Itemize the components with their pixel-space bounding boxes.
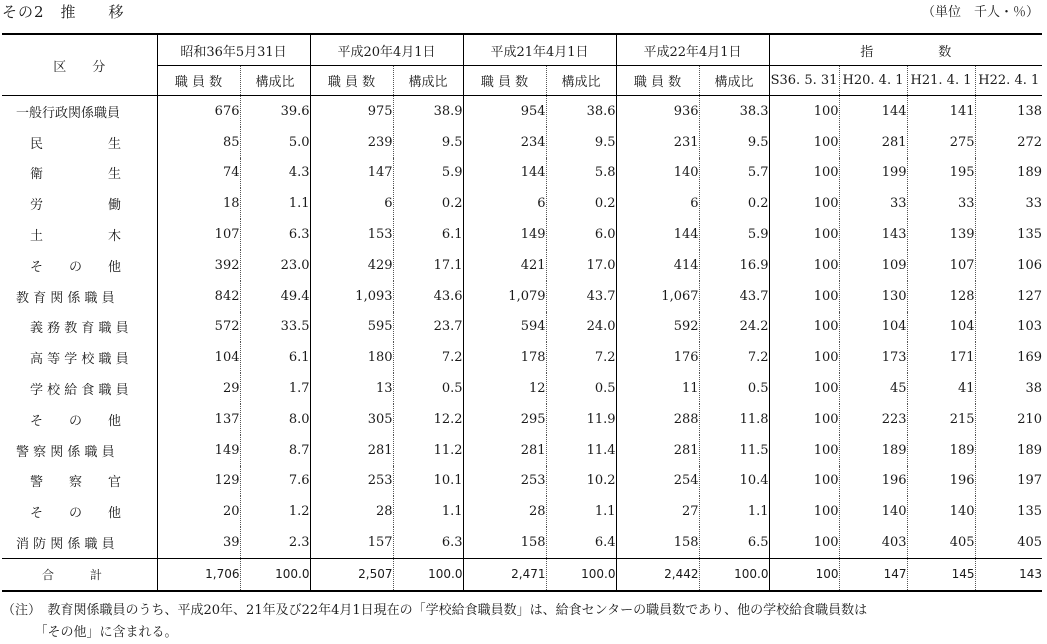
cell-value: 421	[463, 250, 546, 281]
cell-value: 6.1	[240, 342, 310, 373]
cell-value: 143	[975, 558, 1042, 590]
cell-value: 144	[616, 219, 699, 250]
cell-value: 33	[839, 188, 907, 219]
cell-value: 158	[616, 527, 699, 558]
col-header-ratio: 構成比	[393, 66, 463, 96]
col-header-staff-count: 職 員 数	[310, 66, 393, 96]
cell-value: 281	[839, 127, 907, 158]
cell-value: 6.4	[546, 527, 616, 558]
cell-value: 1,093	[310, 281, 393, 312]
cell-value: 234	[463, 127, 546, 158]
cell-value: 33	[907, 188, 975, 219]
cell-value: 0.5	[546, 373, 616, 404]
cell-value: 429	[310, 250, 393, 281]
row-label: そ の 他	[30, 259, 122, 275]
cell-value: 100	[769, 158, 839, 189]
cell-value: 199	[839, 158, 907, 189]
cell-value: 9.5	[546, 127, 616, 158]
table-row	[2, 219, 1042, 250]
cell-value: 10.2	[546, 466, 616, 497]
cell-value: 288	[616, 404, 699, 435]
cell-value: 405	[907, 527, 975, 558]
cell-value: 1.1	[240, 188, 310, 219]
row-label: そ の 他	[30, 506, 122, 522]
cell-value: 85	[157, 127, 240, 158]
cell-value: 592	[616, 312, 699, 343]
cell-value: 254	[616, 466, 699, 497]
table-row	[2, 466, 1042, 497]
cell-value: 5.7	[699, 158, 769, 189]
cell-value: 138	[975, 96, 1042, 127]
cell-value: 414	[616, 250, 699, 281]
cell-value: 100	[769, 96, 839, 127]
group-header-s36: 昭和36年5月31日	[157, 34, 310, 66]
cell-value: 11.8	[699, 404, 769, 435]
col-header-staff-count: 職 員 数	[463, 66, 546, 96]
cell-value: 189	[975, 158, 1042, 189]
cell-value: 676	[157, 96, 240, 127]
cell-value: 0.5	[393, 373, 463, 404]
cell-value: 2.3	[240, 527, 310, 558]
table-row	[2, 158, 1042, 189]
page-title: その2 推 移	[2, 3, 125, 21]
cell-value: 305	[310, 404, 393, 435]
row-label: 民 生	[30, 136, 122, 152]
cell-value: 43.7	[546, 281, 616, 312]
cell-value: 223	[839, 404, 907, 435]
cell-value: 6.3	[393, 527, 463, 558]
cell-value: 0.2	[393, 188, 463, 219]
row-label: 警 察 関 係 職 員	[16, 444, 115, 460]
col-header-staff-count: 職 員 数	[157, 66, 240, 96]
row-label: 高 等 学 校 職 員	[30, 352, 129, 368]
cell-value: 295	[463, 404, 546, 435]
cell-value: 5.8	[546, 158, 616, 189]
cell-value: 272	[975, 127, 1042, 158]
row-label: 土 木	[30, 229, 122, 245]
cell-value: 100.0	[546, 558, 616, 590]
cell-value: 1.1	[546, 496, 616, 527]
cell-value: 405	[975, 527, 1042, 558]
cell-value: 572	[157, 312, 240, 343]
cell-value: 1,067	[616, 281, 699, 312]
cell-value: 144	[839, 96, 907, 127]
cell-value: 104	[907, 312, 975, 343]
row-label: 警 察 官	[30, 475, 122, 491]
table-row	[2, 281, 1042, 312]
cell-value: 197	[975, 466, 1042, 497]
cell-value: 49.4	[240, 281, 310, 312]
cell-value: 253	[463, 466, 546, 497]
col-header-ratio: 構成比	[240, 66, 310, 96]
col-header-ratio: 構成比	[546, 66, 616, 96]
cell-value: 2,507	[310, 558, 393, 590]
row-label: 義 務 教 育 職 員	[30, 321, 129, 337]
cell-value: 178	[463, 342, 546, 373]
row-label: そ の 他	[30, 413, 122, 429]
cell-value: 106	[975, 250, 1042, 281]
cell-value: 1.1	[393, 496, 463, 527]
cell-value: 11.4	[546, 435, 616, 466]
table-row	[2, 127, 1042, 158]
table-row	[2, 496, 1042, 527]
cell-value: 189	[975, 435, 1042, 466]
cell-value: 1.1	[699, 496, 769, 527]
col-header-index-h22: H22. 4. 1	[975, 66, 1042, 96]
category-header: 区 分	[2, 34, 157, 96]
cell-value: 210	[975, 404, 1042, 435]
cell-value: 149	[463, 219, 546, 250]
cell-value: 43.7	[699, 281, 769, 312]
row-label: 労 働	[30, 198, 122, 214]
cell-value: 12	[463, 373, 546, 404]
cell-value: 215	[907, 404, 975, 435]
group-header-h20: 平成20年4月1日	[310, 34, 463, 66]
cell-value: 100	[769, 219, 839, 250]
cell-value: 403	[839, 527, 907, 558]
cell-value: 100	[769, 404, 839, 435]
cell-value: 189	[839, 435, 907, 466]
cell-value: 936	[616, 96, 699, 127]
cell-value: 0.2	[699, 188, 769, 219]
cell-value: 11.2	[393, 435, 463, 466]
cell-value: 4.3	[240, 158, 310, 189]
cell-value: 18	[157, 188, 240, 219]
cell-value: 107	[907, 250, 975, 281]
cell-value: 127	[975, 281, 1042, 312]
footnote	[2, 600, 1044, 644]
cell-value: 33.5	[240, 312, 310, 343]
cell-value: 45	[839, 373, 907, 404]
cell-value: 594	[463, 312, 546, 343]
table-row	[2, 188, 1042, 219]
table-row	[2, 404, 1042, 435]
cell-value: 9.5	[699, 127, 769, 158]
cell-value: 17.1	[393, 250, 463, 281]
cell-value: 1.7	[240, 373, 310, 404]
cell-value: 1,706	[157, 558, 240, 590]
cell-value: 169	[975, 342, 1042, 373]
header-row-groups	[2, 34, 1042, 66]
table-row	[2, 250, 1042, 281]
cell-value: 140	[839, 496, 907, 527]
cell-value: 11	[616, 373, 699, 404]
cell-value: 7.2	[699, 342, 769, 373]
cell-value: 128	[907, 281, 975, 312]
group-header-h21: 平成21年4月1日	[463, 34, 616, 66]
cell-value: 173	[839, 342, 907, 373]
cell-value: 157	[310, 527, 393, 558]
row-label: 教 育 関 係 職 員	[16, 290, 115, 306]
cell-value: 158	[463, 527, 546, 558]
cell-value: 13	[310, 373, 393, 404]
group-header-h22: 平成22年4月1日	[616, 34, 769, 66]
cell-value: 143	[839, 219, 907, 250]
cell-value: 196	[839, 466, 907, 497]
cell-value: 129	[157, 466, 240, 497]
cell-value: 0.2	[546, 188, 616, 219]
col-header-index-s36: S36. 5. 31	[769, 66, 839, 96]
cell-value: 104	[157, 342, 240, 373]
cell-value: 141	[907, 96, 975, 127]
row-label: 消 防 関 係 職 員	[16, 537, 115, 553]
cell-value: 28	[463, 496, 546, 527]
cell-value: 7.2	[393, 342, 463, 373]
cell-value: 0.5	[699, 373, 769, 404]
row-label: 衛 生	[30, 167, 122, 183]
table-row	[2, 435, 1042, 466]
cell-value: 153	[310, 219, 393, 250]
staff-trend-table	[2, 33, 1042, 592]
cell-value: 100.0	[240, 558, 310, 590]
cell-value: 975	[310, 96, 393, 127]
cell-value: 74	[157, 158, 240, 189]
cell-value: 2,471	[463, 558, 546, 590]
cell-value: 23.0	[240, 250, 310, 281]
cell-value: 24.0	[546, 312, 616, 343]
col-header-staff-count: 職 員 数	[616, 66, 699, 96]
cell-value: 1.2	[240, 496, 310, 527]
cell-value: 1,079	[463, 281, 546, 312]
footnote-line-2: 「その他」に含まれる。	[2, 625, 178, 640]
cell-value: 29	[157, 373, 240, 404]
cell-value: 100.0	[393, 558, 463, 590]
cell-value: 24.2	[699, 312, 769, 343]
cell-value: 38	[975, 373, 1042, 404]
cell-value: 20	[157, 496, 240, 527]
cell-value: 100	[769, 127, 839, 158]
cell-value: 100	[769, 342, 839, 373]
cell-value: 139	[907, 219, 975, 250]
cell-value: 11.9	[546, 404, 616, 435]
row-label: 合 計	[2, 558, 157, 590]
cell-value: 38.3	[699, 96, 769, 127]
table-row	[2, 373, 1042, 404]
cell-value: 145	[907, 558, 975, 590]
cell-value: 5.9	[699, 219, 769, 250]
cell-value: 9.5	[393, 127, 463, 158]
cell-value: 28	[310, 496, 393, 527]
table-row	[2, 527, 1042, 558]
cell-value: 6.1	[393, 219, 463, 250]
cell-value: 109	[839, 250, 907, 281]
cell-value: 275	[907, 127, 975, 158]
cell-value: 107	[157, 219, 240, 250]
cell-value: 171	[907, 342, 975, 373]
total-row	[2, 558, 1042, 590]
col-header-index-h20: H20. 4. 1	[839, 66, 907, 96]
cell-value: 43.6	[393, 281, 463, 312]
cell-value: 954	[463, 96, 546, 127]
cell-value: 6	[463, 188, 546, 219]
cell-value: 17.0	[546, 250, 616, 281]
cell-value: 253	[310, 466, 393, 497]
cell-value: 5.0	[240, 127, 310, 158]
cell-value: 100	[769, 188, 839, 219]
cell-value: 100	[769, 527, 839, 558]
cell-value: 10.4	[699, 466, 769, 497]
cell-value: 16.9	[699, 250, 769, 281]
cell-value: 281	[463, 435, 546, 466]
cell-value: 7.6	[240, 466, 310, 497]
cell-value: 140	[616, 158, 699, 189]
cell-value: 8.7	[240, 435, 310, 466]
cell-value: 100.0	[699, 558, 769, 590]
cell-value: 12.2	[393, 404, 463, 435]
cell-value: 195	[907, 158, 975, 189]
cell-value: 140	[907, 496, 975, 527]
cell-value: 27	[616, 496, 699, 527]
cell-value: 103	[975, 312, 1042, 343]
cell-value: 392	[157, 250, 240, 281]
group-header-index: 指 数	[769, 34, 1042, 66]
cell-value: 595	[310, 312, 393, 343]
cell-value: 38.9	[393, 96, 463, 127]
cell-value: 6	[616, 188, 699, 219]
cell-value: 180	[310, 342, 393, 373]
cell-value: 10.1	[393, 466, 463, 497]
header-row-subcols	[2, 66, 1042, 96]
cell-value: 196	[907, 466, 975, 497]
cell-value: 239	[310, 127, 393, 158]
cell-value: 39.6	[240, 96, 310, 127]
cell-value: 100	[769, 435, 839, 466]
cell-value: 135	[975, 219, 1042, 250]
cell-value: 6.5	[699, 527, 769, 558]
cell-value: 6	[310, 188, 393, 219]
cell-value: 281	[310, 435, 393, 466]
cell-value: 33	[975, 188, 1042, 219]
unit-label: （単位 千人・％）	[921, 5, 1039, 20]
row-label: 学 校 給 食 職 員	[30, 383, 129, 399]
table-row	[2, 342, 1042, 373]
cell-value: 23.7	[393, 312, 463, 343]
cell-value: 100	[769, 373, 839, 404]
cell-value: 135	[975, 496, 1042, 527]
cell-value: 5.9	[393, 158, 463, 189]
cell-value: 100	[769, 281, 839, 312]
cell-value: 41	[907, 373, 975, 404]
cell-value: 100	[769, 466, 839, 497]
cell-value: 281	[616, 435, 699, 466]
cell-value: 100	[769, 558, 839, 590]
table-row	[2, 96, 1042, 127]
table-row	[2, 312, 1042, 343]
cell-value: 100	[769, 496, 839, 527]
cell-value: 7.2	[546, 342, 616, 373]
cell-value: 2,442	[616, 558, 699, 590]
cell-value: 6.0	[546, 219, 616, 250]
cell-value: 39	[157, 527, 240, 558]
cell-value: 100	[769, 250, 839, 281]
footnote-line-1: （注） 教育関係職員のうち、平成20年、21年及び22年4月1日現在の「学校給食職員数」は、給食センターの職員数であり、他の学校給食職員数は	[2, 603, 868, 618]
col-header-index-h21: H21. 4. 1	[907, 66, 975, 96]
row-label: 一般行政関係職員	[16, 105, 121, 121]
cell-value: 11.5	[699, 435, 769, 466]
cell-value: 144	[463, 158, 546, 189]
cell-value: 147	[839, 558, 907, 590]
cell-value: 176	[616, 342, 699, 373]
cell-value: 100	[769, 312, 839, 343]
cell-value: 149	[157, 435, 240, 466]
cell-value: 8.0	[240, 404, 310, 435]
cell-value: 130	[839, 281, 907, 312]
cell-value: 231	[616, 127, 699, 158]
cell-value: 104	[839, 312, 907, 343]
cell-value: 842	[157, 281, 240, 312]
cell-value: 147	[310, 158, 393, 189]
col-header-ratio: 構成比	[699, 66, 769, 96]
cell-value: 6.3	[240, 219, 310, 250]
cell-value: 189	[907, 435, 975, 466]
cell-value: 137	[157, 404, 240, 435]
cell-value: 38.6	[546, 96, 616, 127]
